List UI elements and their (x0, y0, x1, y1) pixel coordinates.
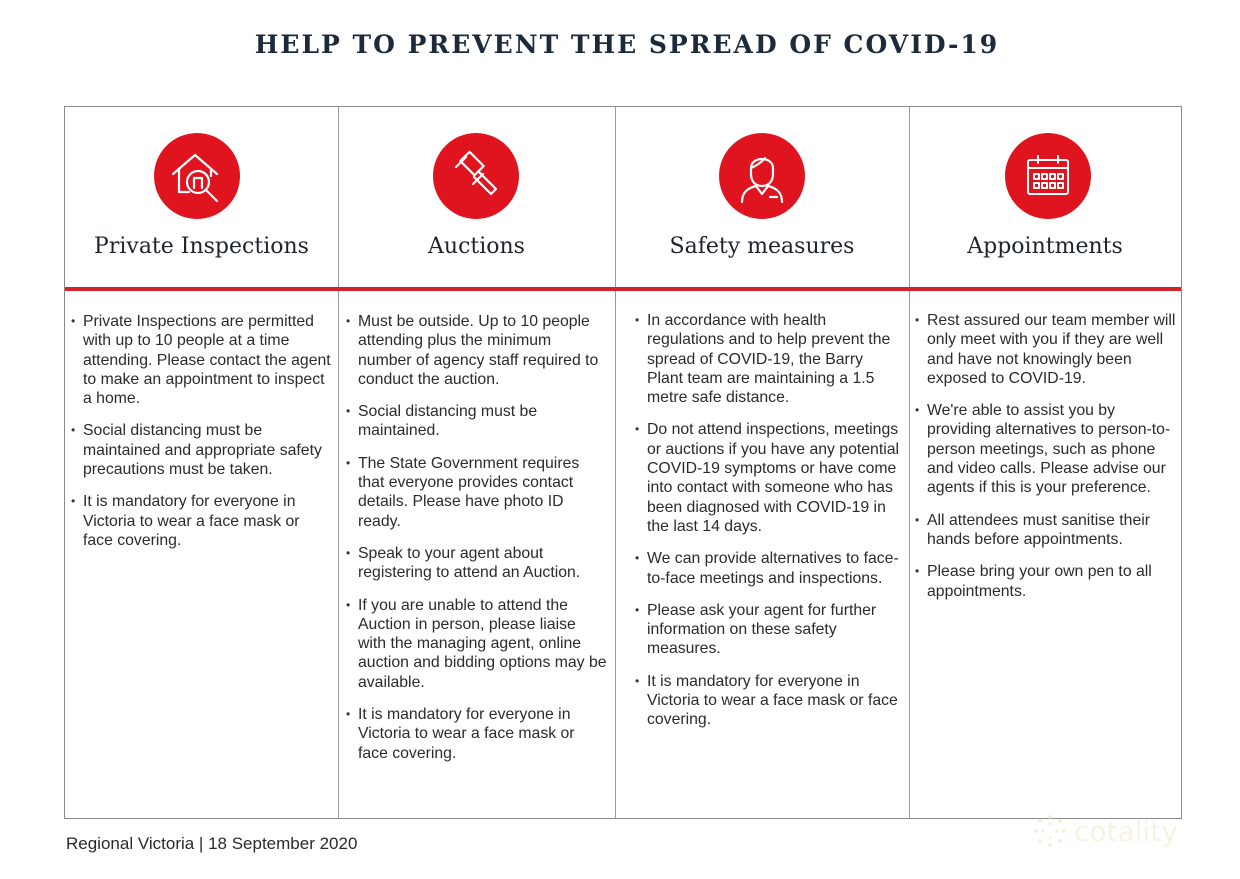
bullet-list (346, 312, 608, 776)
brand-logo (1030, 806, 1210, 856)
list-item: • Private Inspections are permitted with up to 10 people at a time attending. Please contact the agent to make an appointment to inspect a home. (71, 312, 333, 408)
list-item: • It is mandatory for everyone in Victoria to wear a face mask or face covering. (71, 492, 333, 550)
list-item: • The State Government requires that everyone provides contact details. Please have photo ID ready. (346, 454, 608, 531)
list-item: • Speak to your agent about registering to attend an Auction. (346, 544, 608, 583)
house-search-icon (154, 133, 240, 219)
list-item: • Rest assured our team member will only meet with you if they are well and have not knowingly been exposed to COVID-19. (915, 311, 1177, 388)
cotality-logo-icon (1030, 811, 1070, 851)
list-item: • Please ask your agent for further information on these safety measures. (635, 601, 903, 659)
column-heading: Auctions (428, 234, 525, 259)
logo-wordmark: cotality (1074, 814, 1178, 848)
column-appointments (909, 107, 1181, 818)
page-title: HELP TO PREVENT THE SPREAD OF COVID-19 (254, 30, 1000, 59)
bullet-list (71, 312, 333, 563)
bullet-list (635, 311, 903, 743)
info-table (64, 106, 1182, 819)
list-item: • If you are unable to attend the Auction in person, please liaise with the managing agent, online auction and bidding options may be available. (346, 596, 608, 692)
column-heading: Private Inspections (94, 234, 309, 259)
list-item: • Please bring your own pen to all appointments. (915, 562, 1177, 601)
list-item: • In accordance with health regulations and to help prevent the spread of COVID-19, the Barry Plant team are maintaining a 1.5 metre safe distance. (635, 311, 903, 407)
list-item: • Do not attend inspections, meetings or auctions if you have any potential COVID-19 symptoms or have come into contact with someone who has been diagnosed with COVID-19 in the last 14 days. (635, 420, 903, 536)
list-item: • Must be outside. Up to 10 people attending plus the minimum number of agency staff required to conduct the auction. (346, 312, 608, 389)
column-safety-measures (615, 107, 909, 818)
gavel-icon (433, 133, 519, 219)
list-item: • Social distancing must be maintained and appropriate safety precautions must be taken. (71, 421, 333, 479)
list-item: • It is mandatory for everyone in Victoria to wear a face mask or face covering. (346, 705, 608, 763)
staff-person-icon (719, 133, 805, 219)
footer-text: Regional Victoria | 18 September 2020 (66, 834, 358, 853)
column-heading: Safety measures (669, 234, 855, 259)
column-auctions (338, 107, 615, 818)
calendar-icon (1005, 133, 1091, 219)
list-item: • It is mandatory for everyone in Victoria to wear a face mask or face covering. (635, 672, 903, 730)
list-item: • Social distancing must be maintained. (346, 402, 608, 441)
list-item: • We're able to assist you by providing alternatives to person-to-person meetings, such as phone and video calls. Please advise our agents if this is your preference. (915, 401, 1177, 497)
list-item: • We can provide alternatives to face-to-face meetings and inspections. (635, 549, 903, 588)
bullet-list (915, 311, 1177, 614)
column-private-inspections (65, 107, 338, 818)
column-heading: Appointments (967, 234, 1123, 259)
list-item: • All attendees must sanitise their hands before appointments. (915, 511, 1177, 550)
